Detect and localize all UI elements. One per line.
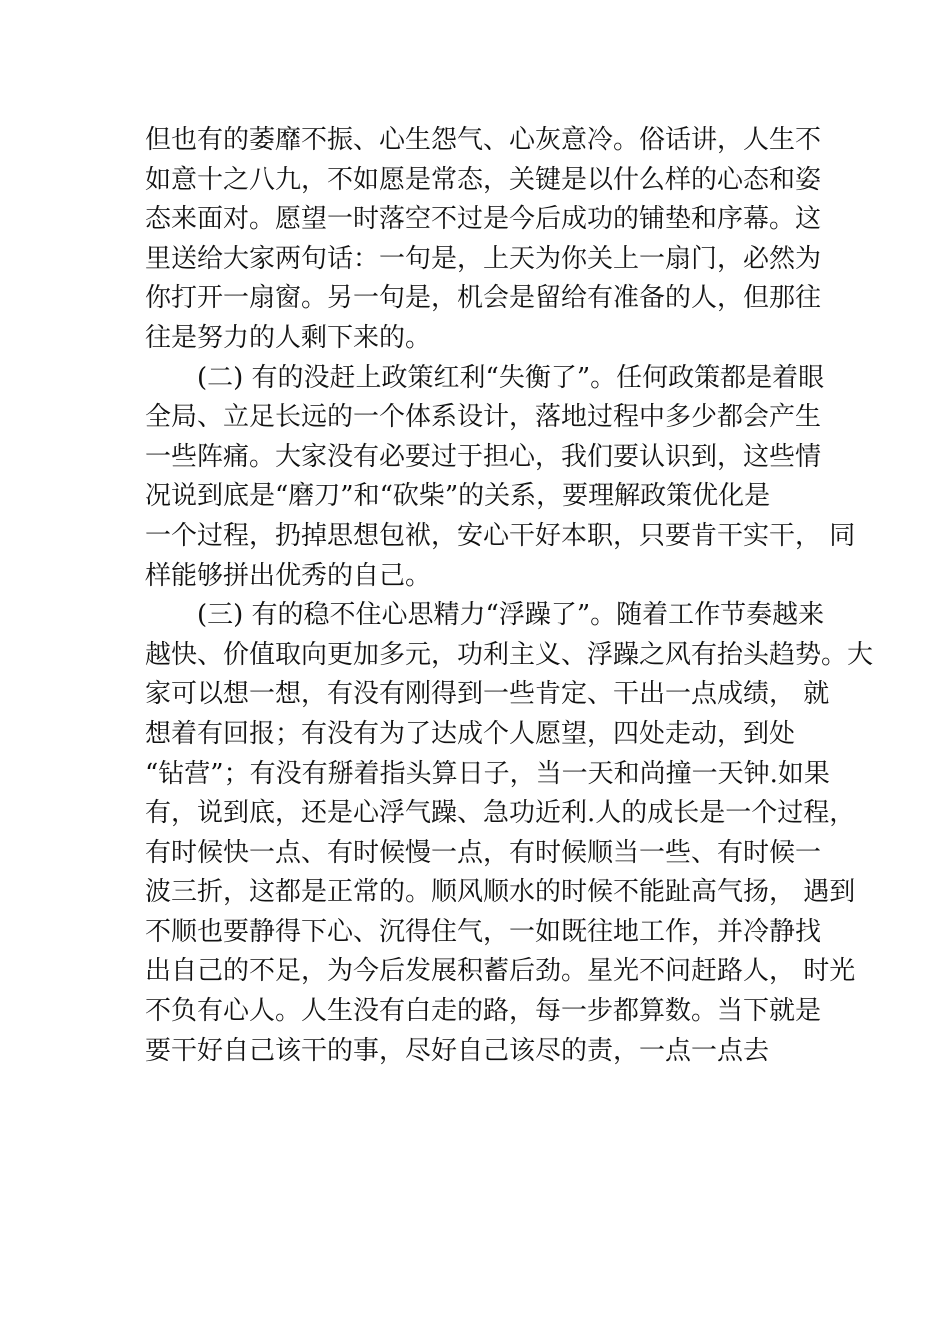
text-line: 有时候快一点、有时候慢一点，有时候顺当一些、有时候一 — [145, 837, 822, 868]
text-line: 要干好自己该干的事，尽好自己该尽的责，一点一点去 — [145, 1035, 770, 1066]
text-line: 一个过程，扔掉思想包袱，安心干好本职，只要肯干实干， 同 — [145, 520, 856, 551]
text-line: 一些阵痛。大家没有必要过于担心，我们要认识到，这些情 — [145, 441, 822, 472]
document-body — [145, 121, 874, 1071]
text-line: 你打开一扇窗。另一句是，机会是留给有准备的人，但那往 — [145, 283, 822, 314]
text-line: 想着有回报；有没有为了达成个人愿望，四处走动，到处 — [145, 718, 796, 749]
text-line: 有，说到底，还是心浮气躁、急功近利.人的成长是一个过程， — [145, 798, 856, 829]
text-line: 如意十之八九，不如愿是常态，关键是以什么样的心态和姿 — [145, 164, 822, 195]
text-line: 不负有心人。人生没有白走的路，每一步都算数。当下就是 — [145, 996, 822, 1027]
text-line: 往是努力的人剩下来的。 — [145, 322, 432, 353]
text-line: 越快、价值取向更加多元，功利主义、浮躁之风有抬头趋势。大 — [145, 639, 874, 670]
text-line: 况说到底是“磨刀”和“砍柴”的关系，要理解政策优化是 — [145, 481, 771, 512]
text-line: “钻营”；有没有掰着指头算日子，当一天和尚撞一天钟.如果 — [145, 758, 830, 789]
text-line: 样能够拼出优秀的自己。 — [145, 560, 432, 591]
text-line: 里送给大家两句话：一句是，上天为你关上一扇门，必然为 — [145, 243, 822, 274]
text-line: 家可以想一想，有没有刚得到一些肯定、干出一点成绩， 就 — [145, 679, 830, 710]
text-line: 出自己的不足，为今后发展积蓄后劲。星光不问赶路人， 时光 — [145, 956, 856, 987]
text-line: 态来面对。愿望一时落空不过是今后成功的铺垫和序幕。这 — [145, 204, 822, 235]
text-line: 全局、立足长远的一个体系设计，落地过程中多少都会产生 — [145, 402, 822, 433]
text-line: 但也有的萎靡不振、心生怨气、心灰意冷。俗话讲，人生不 — [145, 125, 822, 155]
text-line: 不顺也要静得下心、沉得住气，一如既往地工作，并冷静找 — [145, 916, 822, 947]
text-line: 波三折，这都是正常的。顺风顺水的时候不能趾高气扬， 遇到 — [145, 877, 856, 908]
section-heading-line: (三) 有的稳不住心思精力“浮躁了”。随着工作节奏越来 — [197, 600, 825, 631]
section-heading-line: (二) 有的没赶上政策红利“失衡了”。任何政策都是着眼 — [197, 362, 825, 393]
